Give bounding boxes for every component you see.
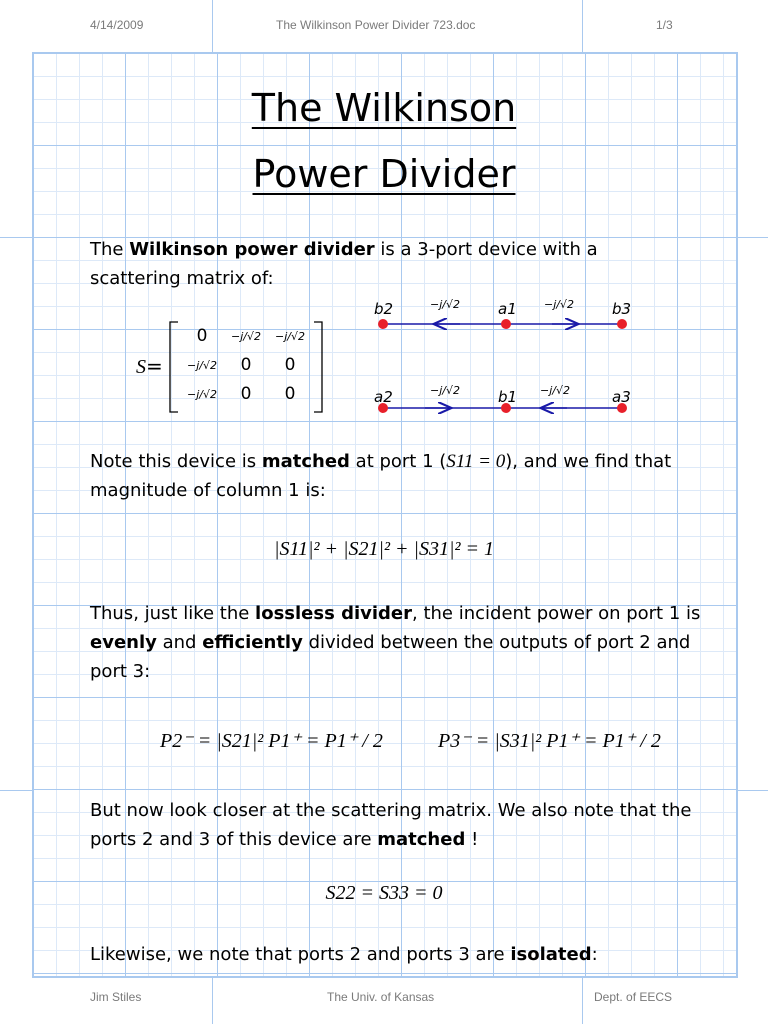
branch-gain: −j/√2	[430, 298, 460, 311]
matrix-cell: 0	[284, 355, 296, 375]
node-label: a1	[498, 300, 517, 318]
eq-column-magnitude: |S11|² + |S21|² + |S31|² = 1	[274, 538, 494, 560]
footer-university: The Univ. of Kansas	[327, 990, 435, 1004]
eq-s11-inline: S11 = 0	[446, 451, 506, 472]
node-b3	[617, 319, 627, 329]
header-doc-name: The Wilkinson Power Divider 723.doc	[276, 18, 476, 32]
matrix-cell: 0	[240, 384, 252, 404]
grid-tick	[582, 978, 583, 1024]
matrix-cell: −j/√2	[275, 330, 305, 343]
eq-s22-s33: S22 = S33 = 0	[325, 882, 443, 904]
node-b2	[378, 319, 388, 329]
node-label: a3	[612, 388, 631, 406]
ports-matched-paragraph: But now look closer at the scattering matrix. We also note that the ports 2 and 3 of this device are matched !	[90, 800, 692, 850]
footer-department: Dept. of EECS	[594, 990, 673, 1004]
grid-tick	[0, 790, 32, 791]
node-label: a2	[374, 388, 393, 406]
matrix-cell: 0	[240, 355, 252, 375]
footer-author: Jim Stiles	[90, 990, 142, 1004]
grid-tick	[738, 790, 768, 791]
grid-tick	[212, 978, 213, 1024]
power-division-paragraph: Thus, just like the lossless divider, the incident power on port 1 is evenly and efficiently divided between the outputs of port 2 and port 3:	[90, 603, 701, 682]
header-page-number: 1/3	[656, 18, 673, 32]
page-title-line1: The Wilkinson	[251, 86, 517, 130]
node-label: b2	[374, 300, 394, 318]
matrix-cell: −j/√2	[231, 330, 261, 343]
matrix-cell: 0	[196, 326, 208, 346]
page-title-line2: Power Divider	[252, 152, 516, 196]
node-label: b1	[498, 388, 518, 406]
branch-gain: −j/√2	[540, 384, 570, 397]
matrix-cell: −j/√2	[187, 359, 217, 372]
signal-flow-graph	[360, 290, 660, 420]
intro-paragraph: The Wilkinson power divider is a 3-port device with a scattering matrix of:	[90, 239, 598, 289]
matrix-cell: −j/√2	[187, 388, 217, 401]
isolated-paragraph: Likewise, we note that ports 2 and ports 3 are isolated:	[90, 944, 598, 965]
grid-tick	[582, 0, 583, 52]
eq-p2-power: P2⁻ = |S21|² P1⁺ = P1⁺ / 2	[160, 730, 383, 752]
matched-port1-paragraph: Note this device is matched at port 1 (S11 = 0), and we find that magnitude of column 1 is:	[90, 451, 672, 501]
branch-gain: −j/√2	[544, 298, 574, 311]
eq-p3-power: P3⁻ = |S31|² P1⁺ = P1⁺ / 2	[438, 730, 661, 752]
matrix-cell: 0	[284, 384, 296, 404]
matrix-symbol: S=	[136, 354, 163, 378]
grid-tick	[738, 237, 768, 238]
node-label: b3	[612, 300, 632, 318]
grid-tick	[212, 0, 213, 52]
node-a1	[501, 319, 511, 329]
grid-tick	[0, 237, 32, 238]
branch-gain: −j/√2	[430, 384, 460, 397]
header-date: 4/14/2009	[90, 18, 144, 32]
scattering-matrix	[136, 318, 336, 418]
